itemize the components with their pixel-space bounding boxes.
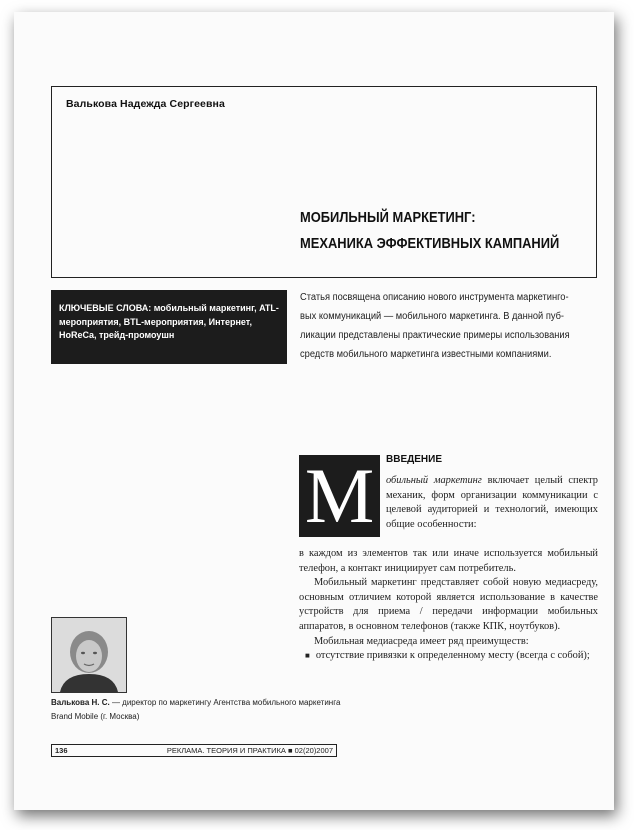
body-column: [299, 547, 598, 664]
article-header-box: [51, 86, 597, 278]
caption-text: — директор по маркетингу Агентства мобильного маркетинга Brand Mobile (г. Москва): [51, 698, 341, 721]
journal-info: РЕКЛАМА. ТЕОРИЯ И ПРАКТИКА ■ 02(20)2007: [166, 746, 333, 755]
author-photo: [51, 617, 127, 693]
paragraph-2: Мобильный маркетинг представляет собой новую медиасреду, основным отличием которой является использование в качестве устройств для приема / передачи информации мобильных аппаратов, в основном телефонов (также КПК, ноутбуков).: [299, 577, 598, 632]
bullet-item-1: [299, 649, 598, 664]
keywords-box: [51, 290, 287, 364]
paragraph-1-continuation: в каждом из элементов так или иначе используется мобильный телефон, а контакт инициирует сам потребитель.: [299, 548, 598, 574]
intro-italic: обильный маркетинг: [386, 475, 482, 486]
bullet-item-1-text: отсутствие привязки к определенному месту (всегда с собой);: [315, 650, 590, 662]
author-name: Валькова Надежда Сергеевна: [66, 98, 225, 110]
abstract: Статья посвящена описанию нового инструмента маркетинго-вых коммуникаций — мобильного маркетинга. В данной пуб-ликации представлены практические примеры использования средств мобильного маркетинга известными компаниями.: [300, 292, 570, 360]
journal-page: [14, 12, 614, 810]
page-footer: [51, 744, 337, 757]
keywords-label: КЛЮЧЕВЫЕ СЛОВА:: [59, 303, 152, 313]
section-title: ВВЕДЕНИЕ: [386, 454, 442, 465]
intro-rest: включает целый спектр механик, форм организации коммуникации с целевой аудиторией и технологий, имеющих общие особенности:: [386, 475, 598, 530]
keywords-text: мобильный маркетинг, ATL-мероприятия, BTL-мероприятия, Интернет, HoReCa, трейд-промоушн: [59, 303, 279, 340]
author-caption: [51, 696, 341, 724]
bullet-square-icon: ■: [305, 651, 310, 661]
intro-paragraph: [386, 474, 598, 532]
page-number: 136: [55, 746, 68, 755]
title-line-2: МЕХАНИКА ЭФФЕКТИВНЫХ КАМПАНИЙ: [300, 235, 560, 252]
portrait-icon: [52, 618, 126, 692]
paragraph-3: Мобильная медиасреда имеет ряд преимуществ:: [314, 635, 529, 647]
drop-cap: М: [299, 455, 380, 537]
article-title: [300, 205, 560, 257]
title-line-1: МОБИЛЬНЫЙ МАРКЕТИНГ:: [300, 209, 476, 226]
caption-name: Валькова Н. С.: [51, 698, 110, 707]
